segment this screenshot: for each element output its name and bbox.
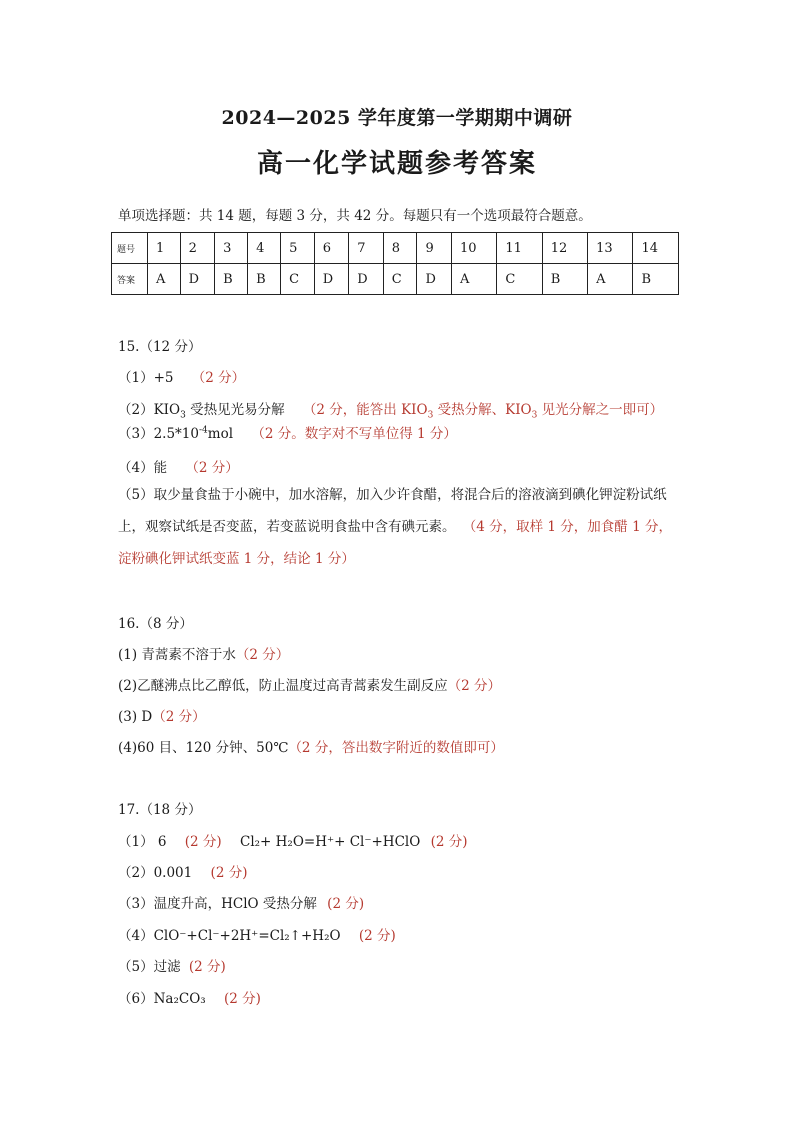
score-note: （2 分。数字对不写单位得 1 分）: [251, 426, 457, 442]
q17-answer-1: [118, 830, 468, 850]
note-text: 见光分解之一即可）: [537, 402, 664, 418]
table-cell: B: [542, 264, 587, 295]
table-cell: 11: [497, 233, 542, 264]
note-text: 受热分解、KIO: [433, 402, 532, 418]
q17-answer-2: [118, 861, 247, 881]
score-note: [302, 402, 664, 421]
score-note: （2 分，答出数字附近的数值即可）: [288, 740, 504, 756]
table-cell: 6: [314, 233, 349, 264]
table-cell: 10: [451, 233, 496, 264]
q17-answer-4: [118, 924, 396, 944]
answer-text: （5）取少量食盐于小碗中，加水溶解，加入少许食醋，将混合后的溶液滴到碘化钾淀粉试纸上，观察试纸是否变蓝，若变蓝说明食盐中含有碘元素。: [118, 487, 667, 535]
q16-answer-4: [118, 736, 504, 756]
table-cell: B: [248, 264, 281, 295]
q15-heading: 15.（12 分）: [118, 339, 202, 355]
page-title: 高一化学试题参考答案: [256, 149, 537, 179]
answer-text: （2）0.001: [118, 865, 193, 881]
q15-answer-4: [118, 456, 239, 476]
row-label-answer: 答案: [112, 264, 148, 295]
q17-answer-5: [118, 955, 226, 975]
subscript: 3: [180, 410, 186, 421]
q16-answer-3: [118, 705, 206, 725]
answer-table: [111, 232, 679, 295]
score-note: (2 分): [223, 991, 261, 1007]
table-row-numbers: [112, 233, 679, 264]
score-note: （4 分，取样 1 分，加食醋 1 分，淀粉碘化钾试纸变蓝 1 分，结论 1 分）: [118, 519, 672, 567]
answer-text: 受热见光易分解: [185, 402, 285, 418]
table-cell: C: [281, 264, 315, 295]
score-note: (2 分): [327, 896, 365, 912]
q16-answer-2: [118, 674, 501, 694]
answer-text: （6）Na₂CO₃: [118, 991, 206, 1007]
q17-answer-3: [118, 892, 364, 912]
table-cell: C: [497, 264, 542, 295]
table-cell: A: [588, 264, 633, 295]
table-cell: 8: [383, 233, 417, 264]
score-note: （2 分）: [447, 678, 502, 694]
score-note: （2 分）: [191, 370, 246, 386]
table-cell: D: [314, 264, 349, 295]
table-cell: D: [180, 264, 215, 295]
table-cell: 9: [417, 233, 452, 264]
score-note: (2 分): [430, 834, 468, 850]
q15-answer-3: [118, 422, 457, 442]
answer-text: (4)60 目、120 分钟、50℃: [118, 740, 289, 756]
answer-text: （3）2.5*10: [118, 426, 199, 442]
q16-heading: 16.（8 分）: [118, 616, 193, 632]
table-cell: C: [383, 264, 417, 295]
table-cell: 3: [215, 233, 248, 264]
table-cell: 13: [588, 233, 633, 264]
score-note: （2 分）: [185, 460, 239, 476]
table-cell: 14: [633, 233, 679, 264]
table-cell: 2: [180, 233, 215, 264]
q15-answer-1: [118, 366, 245, 386]
answer-text: (1) 青蒿素不溶于水: [118, 647, 236, 663]
answer-text: （1）+5: [118, 370, 174, 386]
q15-answer-2: [118, 398, 663, 421]
table-row-answers: [112, 264, 679, 295]
q15-answer-5: [118, 479, 683, 575]
score-note: （2 分）: [235, 647, 290, 663]
q16-answer-1: [118, 643, 289, 663]
superscript: -4: [199, 425, 208, 436]
table-cell: 4: [248, 233, 281, 264]
answer-text: (3) D: [118, 709, 153, 725]
score-note: (2 分): [210, 865, 248, 881]
table-cell: 1: [148, 233, 181, 264]
score-note: (2 分): [184, 834, 222, 850]
q17-heading: 17.（18 分）: [118, 802, 202, 818]
score-note: (2 分): [358, 928, 396, 944]
answer-text: （4）能: [118, 460, 168, 476]
title-line-1: 2024—2025 学年度第一学期期中调研: [221, 107, 573, 129]
table-cell: 5: [281, 233, 315, 264]
answer-text: （1） 6: [118, 834, 167, 850]
q17-answer-6: [118, 987, 261, 1007]
answer-text: mol: [207, 426, 234, 442]
answer-text: （3）温度升高，HClO 受热分解: [118, 896, 317, 912]
score-note: （2 分）: [152, 709, 206, 725]
table-cell: B: [633, 264, 679, 295]
table-cell: A: [451, 264, 496, 295]
row-label-number: 题号: [112, 233, 148, 264]
table-cell: 7: [349, 233, 384, 264]
subscript: 3: [427, 410, 434, 421]
table-cell: 12: [542, 233, 587, 264]
answer-text: (2)乙醚沸点比乙醇低，防止温度过高青蒿素发生副反应: [118, 678, 448, 694]
answer-text: （2）KIO: [118, 402, 181, 418]
answer-text: （5）过滤: [118, 959, 181, 975]
subscript: 3: [531, 410, 538, 421]
note-text: （2 分，能答出 KIO: [302, 402, 428, 418]
table-cell: D: [349, 264, 384, 295]
table-cell: B: [215, 264, 248, 295]
score-note: (2 分): [188, 959, 226, 975]
table-cell: D: [417, 264, 452, 295]
equation: （4）ClO⁻+Cl⁻+2H⁺=Cl₂↑+H₂O: [118, 928, 341, 944]
choice-intro: 单项选择题：共 14 题，每题 3 分，共 42 分。每题只有一个选项最符合题意。: [118, 208, 592, 224]
equation: Cl₂+ H₂O=H⁺+ Cl⁻+HClO: [240, 834, 421, 850]
table-cell: A: [148, 264, 181, 295]
